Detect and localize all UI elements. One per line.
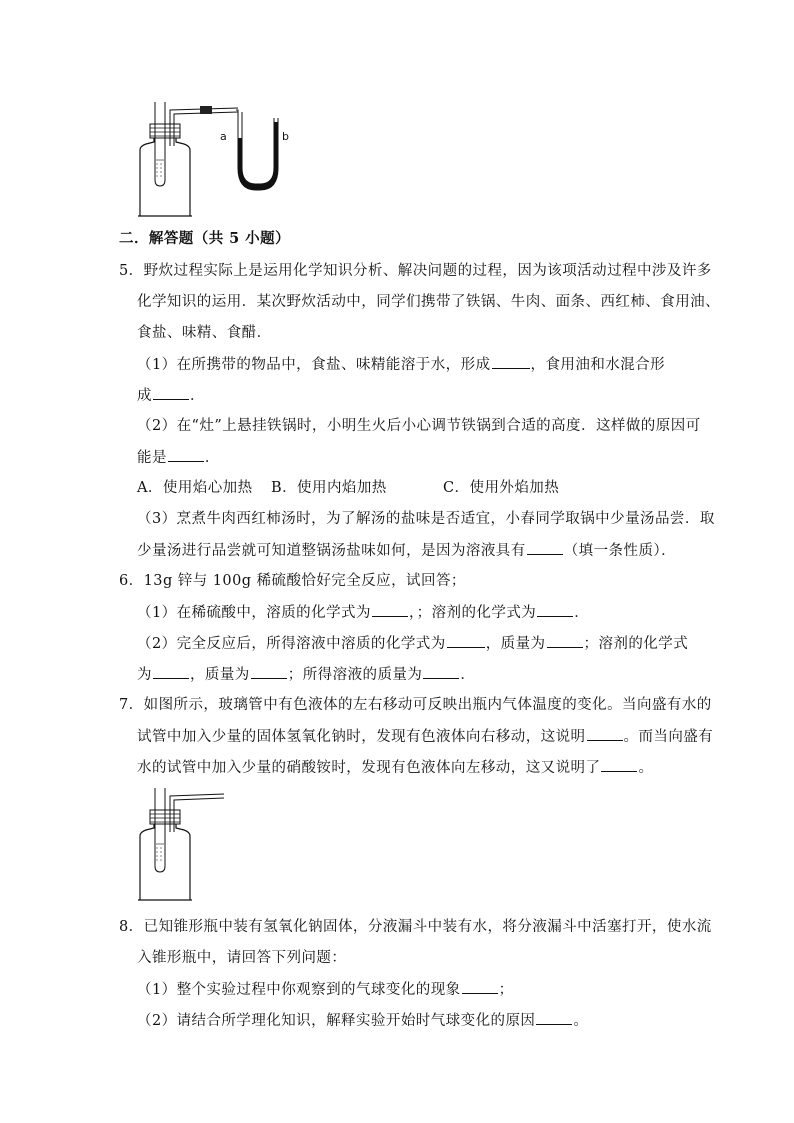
q8-part1: （1）整个实验过程中你观察到的气球变化的现象 ； xyxy=(137,979,514,1000)
q8-line1: 8．已知锥形瓶中装有氢氧化钠固体，分液漏斗中装有水，将分液漏斗中活塞打开，使水流 xyxy=(119,919,712,935)
answer-blank[interactable] xyxy=(587,726,623,741)
figure-bottle-glass-tube xyxy=(130,786,230,904)
answer-blank[interactable] xyxy=(462,979,498,994)
q5-stem-line2: 化学知识的运用．某次野炊活动中，同学们携带了铁锅、牛肉、面条、西红柿、食用油、 xyxy=(137,294,721,310)
answer-blank[interactable] xyxy=(536,1010,572,1025)
answer-blank[interactable] xyxy=(447,633,485,648)
answer-blank[interactable] xyxy=(153,664,189,679)
answer-blank[interactable] xyxy=(601,757,637,772)
section-heading: 二．解答题（共 5 小题） xyxy=(119,230,291,247)
answer-blank[interactable] xyxy=(168,447,204,462)
q5-part1-line1: （1）在所携带的物品中，食盐、味精能溶于水，形成 ，食用油和水混合形 xyxy=(137,354,665,375)
q5-part2-line2: 能是 ． xyxy=(137,447,220,468)
q7-line1: 7．如图所示，玻璃管中有色液体的左右移动可反映出瓶内气体温度的变化。当向盛有水的 xyxy=(119,697,712,713)
q6-part2-line2: 为 ，质量为 ；所得溶液的质量为 ． xyxy=(137,664,475,685)
q5-part3-line2: 少量汤进行品尝就可知道整锅汤盐味如何，是因为溶液具有 （填一条性质）． xyxy=(137,540,676,561)
answer-blank[interactable] xyxy=(153,385,189,400)
q5-part1-line2: 成 ． xyxy=(137,385,205,406)
figure-bottle-u-tube xyxy=(130,98,300,218)
q6-stem: 6．13g 锌与 100g 稀硫酸恰好完全反应，试回答； xyxy=(119,573,466,589)
q6-part1: （1）在稀硫酸中，溶质的化学式为 ，；溶剂的化学式为 ． xyxy=(137,602,589,623)
q5-part2-line1: （2）在“灶”上悬挂铁锅时，小明生火后小心调节铁锅到合适的高度．这样做的原因可 xyxy=(137,418,701,434)
q5-part3-line1: （3）烹煮牛肉西红柿汤时，为了解汤的盐味是否适宜，小春同学取锅中少量汤品尝．取 xyxy=(137,511,715,527)
q7-line3: 水的试管中加入少量的硝酸铵时，发现有色液体向左移动，这又说明了 。 xyxy=(137,757,653,778)
answer-blank[interactable] xyxy=(547,633,583,648)
q5-option-a: A．使用焰心加热 xyxy=(137,480,253,496)
q5-option-c: C．使用外焰加热 xyxy=(443,480,560,496)
q6-part2-line1: （2）完全反应后，所得溶液中溶质的化学式为 ，质量为 ；溶剂的化学式 xyxy=(137,633,688,654)
answer-blank[interactable] xyxy=(423,664,459,679)
figure-label-b: b xyxy=(282,130,289,143)
q8-line2: 入锥形瓶中，请回答下列问题： xyxy=(137,950,347,966)
answer-blank[interactable] xyxy=(537,602,573,617)
q8-part2: （2）请结合所学理化知识，解释实验开始时气球变化的原因 。 xyxy=(137,1010,588,1031)
answer-blank[interactable] xyxy=(527,540,563,555)
q5-stem-line1: 5．野炊过程实际上是运用化学知识分析、解决问题的过程，因为该项活动过程中涉及许多 xyxy=(119,263,712,279)
answer-blank[interactable] xyxy=(372,602,408,617)
figure-label-a: a xyxy=(220,130,227,143)
answer-blank[interactable] xyxy=(492,354,530,369)
answer-blank[interactable] xyxy=(251,664,287,679)
q5-stem-line3: 食盐、味精、食醋． xyxy=(137,325,272,341)
q7-line2: 试管中加入少量的固体氢氧化钠时，发现有色液体向右移动，这说明 。而当向盛有 xyxy=(137,726,713,747)
q5-option-b: B．使用内焰加热 xyxy=(271,480,387,496)
